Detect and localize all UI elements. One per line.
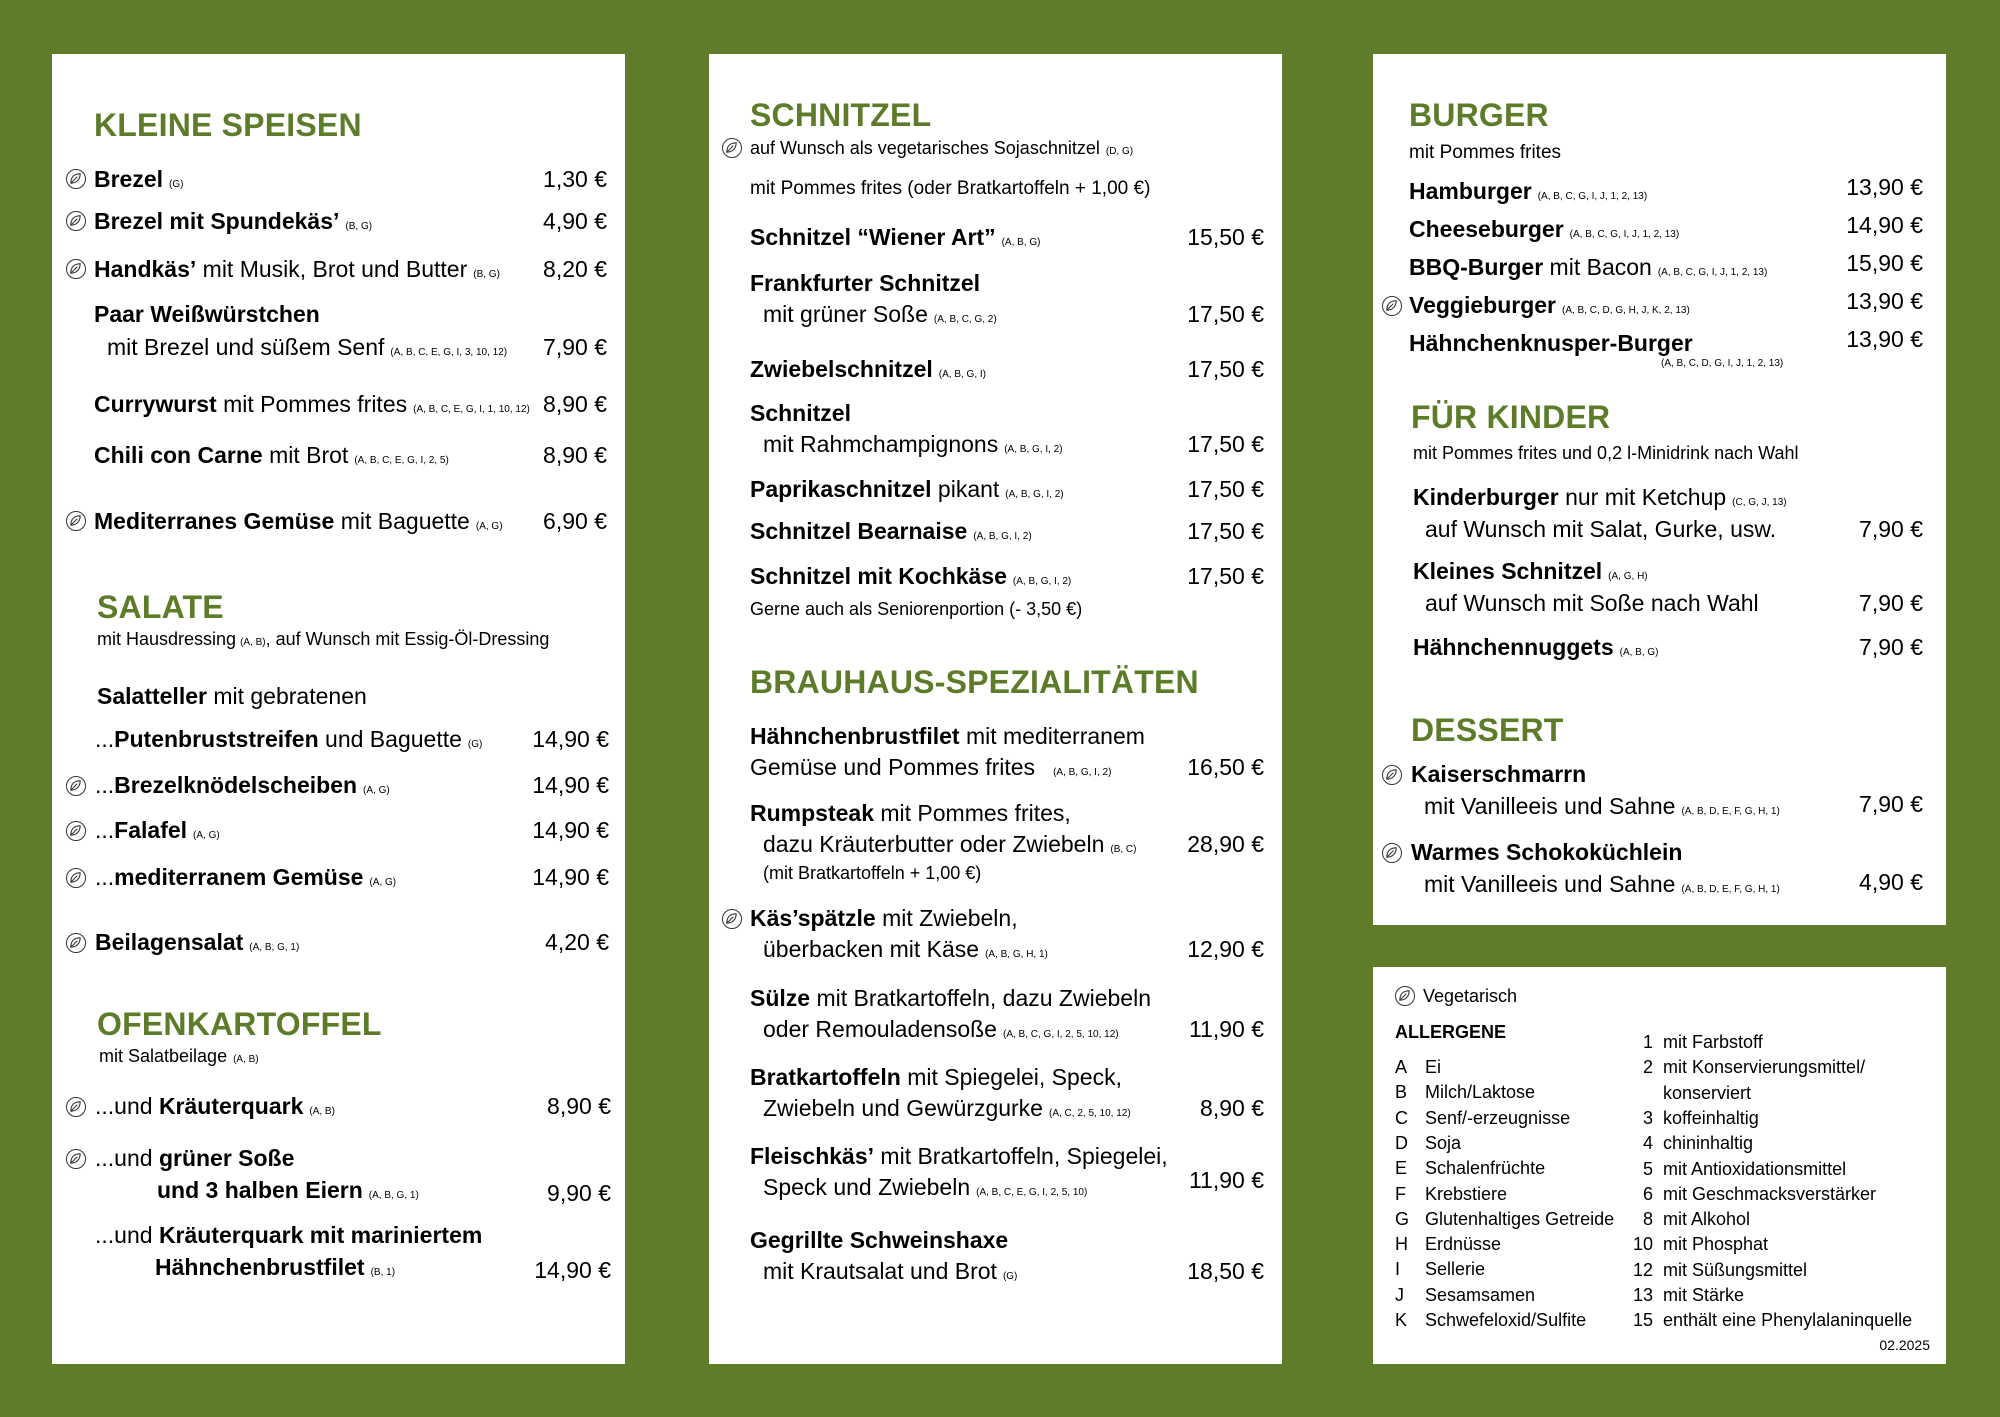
additive-entry (1623, 1108, 1759, 1129)
item-name: Veggieburger (1409, 292, 1556, 318)
additive-number: 1 (1642, 1032, 1653, 1052)
allergen-code: I (1395, 1259, 1401, 1280)
item-price: 17,50 € (1187, 301, 1264, 327)
salate-sub-a: mit Hausdressing (97, 629, 237, 649)
item-name: Fleischkäs’ (750, 1143, 875, 1169)
section-title-kleine-speisen: KLEINE SPEISEN (94, 107, 362, 143)
item-desc: mit Bacon (1543, 254, 1652, 280)
item-price: 17,50 € (1187, 563, 1264, 589)
additive-text: koffeinhaltig (1663, 1107, 1759, 1128)
item-name: Kräuterquark (158, 1093, 304, 1119)
additive-entry (1623, 1234, 1768, 1255)
item-name: Hamburger (1409, 178, 1532, 204)
schnitzel-veg-note-text: auf Wunsch als vegetarisches Sojaschnitzel (750, 138, 1100, 158)
item-allergens: (A, B, C, E, G, I, 2, 5) (354, 455, 449, 466)
additive-entry (1623, 1184, 1876, 1205)
vegetarian-icon (722, 909, 742, 929)
item-price: 1,30 € (543, 166, 607, 192)
allergen-entry (1395, 1259, 1485, 1280)
item-line2: mit Vanilleeis und Sahne (1424, 871, 1676, 897)
item-name: Kaiserschmarrn (1411, 761, 1587, 787)
additive-entry (1623, 1032, 1763, 1053)
item-allergens: (A, G) (363, 785, 390, 796)
item-allergens: (A, B, G, H, 1) (985, 949, 1048, 960)
item-price: 17,50 € (1187, 356, 1264, 382)
item-name: Frankfurter Schnitzel (750, 270, 981, 296)
item-price: 8,20 € (543, 256, 607, 282)
item-name: Gegrillte Schweinshaxe (750, 1227, 1009, 1253)
additive-number: 15 (1632, 1310, 1653, 1331)
allergene-title: ALLERGENE (1395, 1022, 1507, 1042)
item-name: mediterranem Gemüse (114, 864, 364, 890)
item-allergens: (A, B, C, G, 2) (933, 314, 997, 325)
additive-number: 12 (1632, 1259, 1653, 1280)
item-line3: (mit Bratkartoffeln + 1,00 €) (763, 863, 982, 883)
additive-entry (1623, 1209, 1750, 1230)
additive-entry (1623, 1057, 1865, 1078)
item-name: Käs’spätzle (750, 905, 876, 931)
item-allergens: (A, B, C, G, I, J, 1, 2, 13) (1569, 229, 1680, 240)
item-prefix: ...und (95, 1093, 159, 1119)
item-desc: mit Baguette (334, 508, 470, 534)
vegetarian-icon (66, 211, 86, 231)
item-name: Putenbruststreifen (114, 726, 319, 752)
additive-text: chininhaltig (1663, 1133, 1754, 1154)
vegetarian-icon (66, 1097, 86, 1117)
item-desc: und Baguette (318, 726, 462, 752)
item-price: 6,90 € (543, 508, 607, 534)
item-name: Kräuterquark mit mariniertem (158, 1222, 483, 1248)
item-allergens: (A, B, C, D, G, I, J, 1, 2, 13) (1661, 358, 1784, 369)
additive-text: mit Alkohol (1663, 1209, 1751, 1230)
allergen-entry (1395, 1184, 1507, 1205)
additive-entry (1623, 1310, 1912, 1331)
section-title-brauhaus: BRAUHAUS-SPEZIALITÄTEN (750, 664, 1199, 700)
item-price: 8,90 € (547, 1093, 611, 1119)
item-prefix: ...und (95, 1222, 159, 1248)
item-price: 7,90 € (1859, 634, 1923, 660)
item-name: Currywurst (94, 391, 217, 417)
vegetarian-icon (1382, 296, 1402, 316)
additive-entry (1623, 1083, 1751, 1104)
allergen-text: Milch/Laktose (1425, 1082, 1536, 1103)
item-price: 17,50 € (1187, 431, 1264, 457)
item-name: Cheeseburger (1409, 216, 1564, 242)
item-desc: mit Brot (262, 442, 349, 468)
salate-sub-allergens: (A, B) (240, 637, 266, 648)
item-price: 7,90 € (1859, 516, 1923, 542)
section-title-ofenkartoffel: OFENKARTOFFEL (97, 1006, 382, 1042)
item-price: 14,90 € (532, 726, 609, 752)
item-line2: Speck und Zwiebeln (763, 1174, 971, 1200)
additive-number: 13 (1632, 1285, 1653, 1305)
additive-entry (1623, 1285, 1744, 1306)
menu-date: 02.2025 (1879, 1337, 1930, 1353)
item-price: 14,90 € (1846, 212, 1923, 238)
item-name: Chili con Carne (94, 442, 263, 468)
item-name: Brezelknödelscheiben (114, 772, 358, 798)
item-allergens: (A, B, D, E, F, G, H, 1) (1681, 806, 1780, 817)
item-desc: mit Pommes frites (216, 391, 408, 417)
item-allergens: (A, B, G, I, 2) (1004, 444, 1063, 455)
allergen-text: Krebstiere (1425, 1183, 1508, 1204)
vegetarian-icon (66, 259, 86, 279)
item-name: Sülze (750, 985, 811, 1011)
item-price: 18,50 € (1187, 1258, 1264, 1284)
additive-number: 2 (1642, 1057, 1653, 1078)
additive-text: mit Süßungsmittel (1663, 1259, 1808, 1280)
menu-panel-middle (709, 54, 1282, 1364)
item-allergens: (A, B, D, E, F, G, H, 1) (1681, 884, 1780, 895)
vegetarian-icon (66, 1149, 86, 1169)
item-allergens: (A, B, G, I, 2) (1005, 489, 1064, 500)
item-allergens: (A, B, G, 1) (368, 1190, 419, 1201)
allergen-code: B (1395, 1082, 1408, 1103)
item-allergens: (G) (169, 179, 184, 190)
item-desc: nur mit Ketchup (1558, 484, 1727, 510)
item-price: 4,90 € (1859, 869, 1923, 895)
allergen-code: G (1395, 1208, 1410, 1229)
item-name: Falafel (114, 817, 188, 843)
schnitzel-veg-note-allergens: (D, G) (1105, 146, 1134, 157)
item-line2: mit Vanilleeis und Sahne (1424, 793, 1676, 819)
allergen-entry (1395, 1310, 1586, 1331)
vegetarian-icon (66, 511, 86, 531)
item-price: 15,50 € (1187, 224, 1264, 250)
burger-subtitle: mit Pommes frites (1409, 142, 1562, 163)
item-allergens: (A, G) (369, 877, 397, 888)
item-desc: mit Bratkartoffeln, dazu Zwiebeln (810, 985, 1151, 1011)
item-name: Mediterranes Gemüse (94, 508, 335, 534)
item-desc: mit mediterranem (959, 723, 1145, 749)
item-line2: mit Krautsalat und Brot (763, 1258, 997, 1284)
item-allergens: (A, B, G, I, 2) (973, 531, 1032, 542)
item-allergens: (B, 1) (370, 1267, 396, 1278)
item-price: 28,90 € (1187, 831, 1264, 857)
senior-portion-note: Gerne auch als Seniorenportion (- 3,50 €) (750, 599, 1083, 619)
item-price: 14,90 € (532, 864, 609, 890)
item-price: 14,90 € (532, 772, 609, 798)
item-desc: mit Spiegelei, Speck, (900, 1064, 1122, 1090)
item-allergens: (B, C) (1110, 844, 1137, 855)
salatteller-intro (97, 681, 625, 711)
section-title-burger: BURGER (1409, 97, 1549, 133)
item-allergens: (B, G) (345, 221, 373, 232)
vegetarian-icon (66, 821, 86, 841)
item-name: Schnitzel Bearnaise (750, 518, 968, 544)
item-name: Schnitzel mit Kochkäse (750, 563, 1007, 589)
item-price: 15,90 € (1846, 250, 1923, 276)
additive-number: 3 (1642, 1107, 1653, 1128)
additive-number: 10 (1632, 1234, 1653, 1255)
item-line2: Zwiebeln und Gewürzgurke (763, 1095, 1043, 1121)
allergen-entry (1395, 1133, 1461, 1154)
additive-text: mit Farbstoff (1663, 1032, 1763, 1052)
item-prefix: ...und (95, 1145, 159, 1171)
item-name: Paar Weißwürstchen (94, 301, 320, 327)
item-name: Warmes Schokoküchlein (1411, 839, 1683, 865)
item-price: 8,90 € (543, 391, 607, 417)
salatteller-text: mit gebratenen (206, 683, 367, 709)
item-prefix: ... (95, 726, 115, 752)
item-name: Paprikaschnitzel (750, 476, 932, 502)
vegetarian-icon (66, 933, 86, 953)
item-name: Hähnchennuggets (1413, 634, 1614, 660)
additive-text: mit Konservierungsmittel/ (1663, 1057, 1866, 1078)
vegetarian-label: Vegetarisch (1423, 986, 1518, 1006)
item-allergens: (A, B, C, E, G, I, 2, 5, 10) (976, 1187, 1088, 1198)
vegetarian-icon (1395, 986, 1415, 1006)
allergen-text: Sesamsamen (1425, 1284, 1536, 1305)
item-price: 13,90 € (1846, 326, 1923, 352)
additive-number: 8 (1642, 1209, 1653, 1230)
item-price: 17,50 € (1187, 518, 1264, 544)
salatteller-title: Salatteller (97, 683, 207, 709)
kinder-subtitle: mit Pommes frites und 0,2 l-Minidrink nach Wahl (1413, 443, 1799, 463)
item-allergens: (A, C, 2, 5, 10, 12) (1048, 1108, 1131, 1119)
item-price: 7,90 € (1859, 791, 1923, 817)
item-name: Bratkartoffeln (750, 1064, 901, 1090)
additive-text: mit Antioxidationsmittel (1663, 1158, 1847, 1179)
item-name: grüner Soße (158, 1145, 295, 1171)
item-name: Schnitzel “Wiener Art” (750, 224, 996, 250)
allergen-entry (1395, 1234, 1501, 1255)
additive-number: 5 (1642, 1158, 1653, 1179)
ofenkartoffel-subtitle (99, 1046, 625, 1067)
item-allergens: (C, G, J, 13) (1732, 497, 1787, 508)
item-name: Brezel mit Spundekäs’ (94, 208, 340, 234)
item-name: BBQ-Burger (1409, 254, 1544, 280)
item-desc: mit Zwiebeln, (875, 905, 1018, 931)
item-allergens: (A, B, G) (1001, 237, 1041, 248)
vegetarian-icon (66, 776, 86, 796)
additive-text: mit Geschmacksverstärker (1663, 1183, 1877, 1204)
allergen-text: Sellerie (1425, 1259, 1486, 1280)
item-name-line2: und 3 halben Eiern (157, 1177, 363, 1203)
item-allergens: (A, B, C, D, G, H, J, K, 2, 13) (1561, 305, 1690, 316)
item-price: 7,90 € (1859, 590, 1923, 616)
item-prefix: ... (95, 817, 115, 843)
item-desc: mit Musik, Brot und Butter (196, 256, 468, 282)
item-price: 14,90 € (532, 817, 609, 843)
item-name: Rumpsteak (750, 800, 874, 826)
item-price: 12,90 € (1187, 936, 1264, 962)
allergen-text: Schwefeloxid/Sulfite (1425, 1310, 1587, 1330)
allergen-entry (1395, 1082, 1535, 1103)
item-allergens: (A, B, C, G, I, J, 1, 2, 13) (1537, 191, 1648, 202)
allergen-entry (1395, 1158, 1545, 1179)
item-allergens: (A, G, H) (1608, 571, 1648, 582)
item-line2: dazu Kräuterbutter oder Zwiebeln (763, 831, 1105, 857)
item-allergens: (A, B, G, I, 2) (1012, 576, 1072, 587)
item-price: 13,90 € (1846, 288, 1923, 314)
item-name: Hähnchenknusper-Burger (1409, 330, 1693, 356)
salate-subtitle (97, 629, 625, 650)
additive-number: 4 (1642, 1133, 1653, 1154)
allergen-code: H (1395, 1234, 1408, 1255)
item-price: 8,90 € (543, 442, 607, 468)
vegetarian-icon (66, 868, 86, 888)
additive-text: konserviert (1663, 1082, 1752, 1103)
allergen-code: A (1395, 1057, 1408, 1077)
additive-entry (1623, 1260, 1807, 1281)
item-allergens: (A, B, C, G, I, 2, 5, 10, 12) (1002, 1029, 1119, 1040)
allergen-text: Senf/-erzeugnisse (1425, 1107, 1571, 1128)
item-name: Beilagensalat (95, 929, 244, 955)
item-line2: mit Rahmchampignons (763, 431, 999, 457)
item-allergens: (A, B, G) (1619, 647, 1659, 658)
item-desc: mit Pommes frites, (873, 800, 1071, 826)
item-price: 4,90 € (543, 208, 607, 234)
item-price: 11,90 € (1188, 1016, 1264, 1042)
item-name: Kleines Schnitzel (1413, 558, 1603, 584)
allergen-text: Schalenfrüchte (1425, 1158, 1546, 1179)
item-name: Brezel (94, 166, 164, 192)
allergen-code: D (1395, 1132, 1408, 1153)
item-name: Handkäs’ (94, 256, 197, 282)
allergen-text: Soja (1425, 1132, 1462, 1153)
allergen-code: K (1395, 1310, 1408, 1330)
item-allergens: (A, G) (193, 830, 220, 841)
item-price: 7,90 € (543, 334, 607, 360)
item-line2: oder Remouladensoße (763, 1016, 997, 1042)
schnitzel-veg-note (750, 138, 1282, 159)
item-desc: mit Bratkartoffeln, Spiegelei, (874, 1143, 1168, 1169)
salate-sub-b: , auf Wunsch mit Essig-Öl-Dressing (265, 629, 550, 649)
allergen-code: C (1395, 1107, 1408, 1128)
item-price: 13,90 € (1846, 174, 1923, 200)
allergen-text: Ei (1425, 1057, 1442, 1077)
item-name: Schnitzel (750, 400, 851, 426)
additive-text: mit Phosphat (1663, 1234, 1769, 1255)
item-name-line2: Hähnchenbrustfilet (155, 1254, 365, 1280)
item-price: 8,90 € (1200, 1095, 1264, 1121)
allergen-code: F (1395, 1183, 1406, 1204)
item-allergens: (A, B, C, G, I, J, 1, 2, 13) (1657, 267, 1768, 278)
item-line2: Gemüse und Pommes frites (750, 754, 1036, 780)
additive-text: mit Stärke (1663, 1285, 1745, 1305)
ofen-sub-allergens: (A, B) (233, 1054, 259, 1065)
item-price: 11,90 € (1188, 1167, 1264, 1193)
item-price: 17,50 € (1187, 476, 1264, 502)
additive-text: enthält eine Phenylalaninquelle (1663, 1310, 1913, 1331)
item-price: 14,90 € (534, 1257, 611, 1283)
vegetarian-icon (66, 169, 86, 189)
allergen-entry (1395, 1057, 1441, 1078)
section-title-dessert: DESSERT (1411, 712, 1564, 748)
section-title-schnitzel: SCHNITZEL (750, 97, 932, 133)
item-allergens: (G) (1002, 1271, 1018, 1282)
item-allergens: (B, G) (473, 269, 500, 280)
item-line2: mit Brezel und süßem Senf (107, 334, 385, 360)
allergen-text: Erdnüsse (1425, 1234, 1502, 1255)
item-price: 16,50 € (1187, 754, 1264, 780)
section-title-kinder: FÜR KINDER (1411, 399, 1611, 435)
item-desc: pikant (931, 476, 1000, 502)
additive-number: 6 (1642, 1183, 1653, 1204)
allergen-code: E (1395, 1158, 1408, 1179)
vegetarian-icon (1382, 765, 1402, 785)
additive-entry (1623, 1159, 1846, 1180)
item-name: Zwiebelschnitzel (750, 356, 933, 382)
allergen-entry (1395, 1285, 1535, 1306)
vegetarian-icon (1382, 843, 1402, 863)
item-allergens: (A, B, C, E, G, I, 1, 10, 12) (413, 404, 530, 415)
legend-panel (1373, 967, 1946, 1364)
allergen-entry (1395, 1108, 1570, 1129)
item-line2: mit grüner Soße (763, 301, 928, 327)
section-title-salate: SALATE (97, 589, 224, 625)
allergen-text: Glutenhaltiges Getreide (1425, 1208, 1615, 1229)
additive-entry (1623, 1133, 1753, 1154)
schnitzel-note: mit Pommes frites (oder Bratkartoffeln + 1,00 €) (750, 178, 1151, 199)
vegetarian-icon (722, 138, 742, 158)
item-name: Kinderburger (1413, 484, 1559, 510)
item-price: 9,90 € (547, 1180, 611, 1206)
item-allergens: (A, B, C, E, G, I, 3, 10, 12) (390, 347, 508, 358)
item-prefix: ... (95, 772, 115, 798)
item-allergens: (A, B, G, I, 2) (1053, 767, 1112, 778)
allergen-entry (1395, 1209, 1614, 1230)
item-allergens: (A, B) (309, 1106, 335, 1117)
item-allergens: (A, B, G, I) (938, 369, 986, 380)
allergen-code: J (1395, 1284, 1404, 1305)
item-line2: auf Wunsch mit Soße nach Wahl (1425, 590, 1759, 616)
item-name: Hähnchenbrustfilet (750, 723, 960, 749)
item-line2: überbacken mit Käse (763, 936, 980, 962)
item-prefix: ... (95, 864, 115, 890)
item-allergens: (G) (467, 739, 483, 750)
menu-panel-left (52, 54, 625, 1364)
ofen-sub: mit Salatbeilage (99, 1046, 228, 1066)
item-price: 4,20 € (545, 929, 609, 955)
item-allergens: (A, B, G, 1) (249, 942, 300, 953)
item-line2: auf Wunsch mit Salat, Gurke, usw. (1425, 516, 1777, 542)
menu-panel-right (1373, 54, 1946, 925)
item-allergens: (A, G) (475, 521, 503, 532)
